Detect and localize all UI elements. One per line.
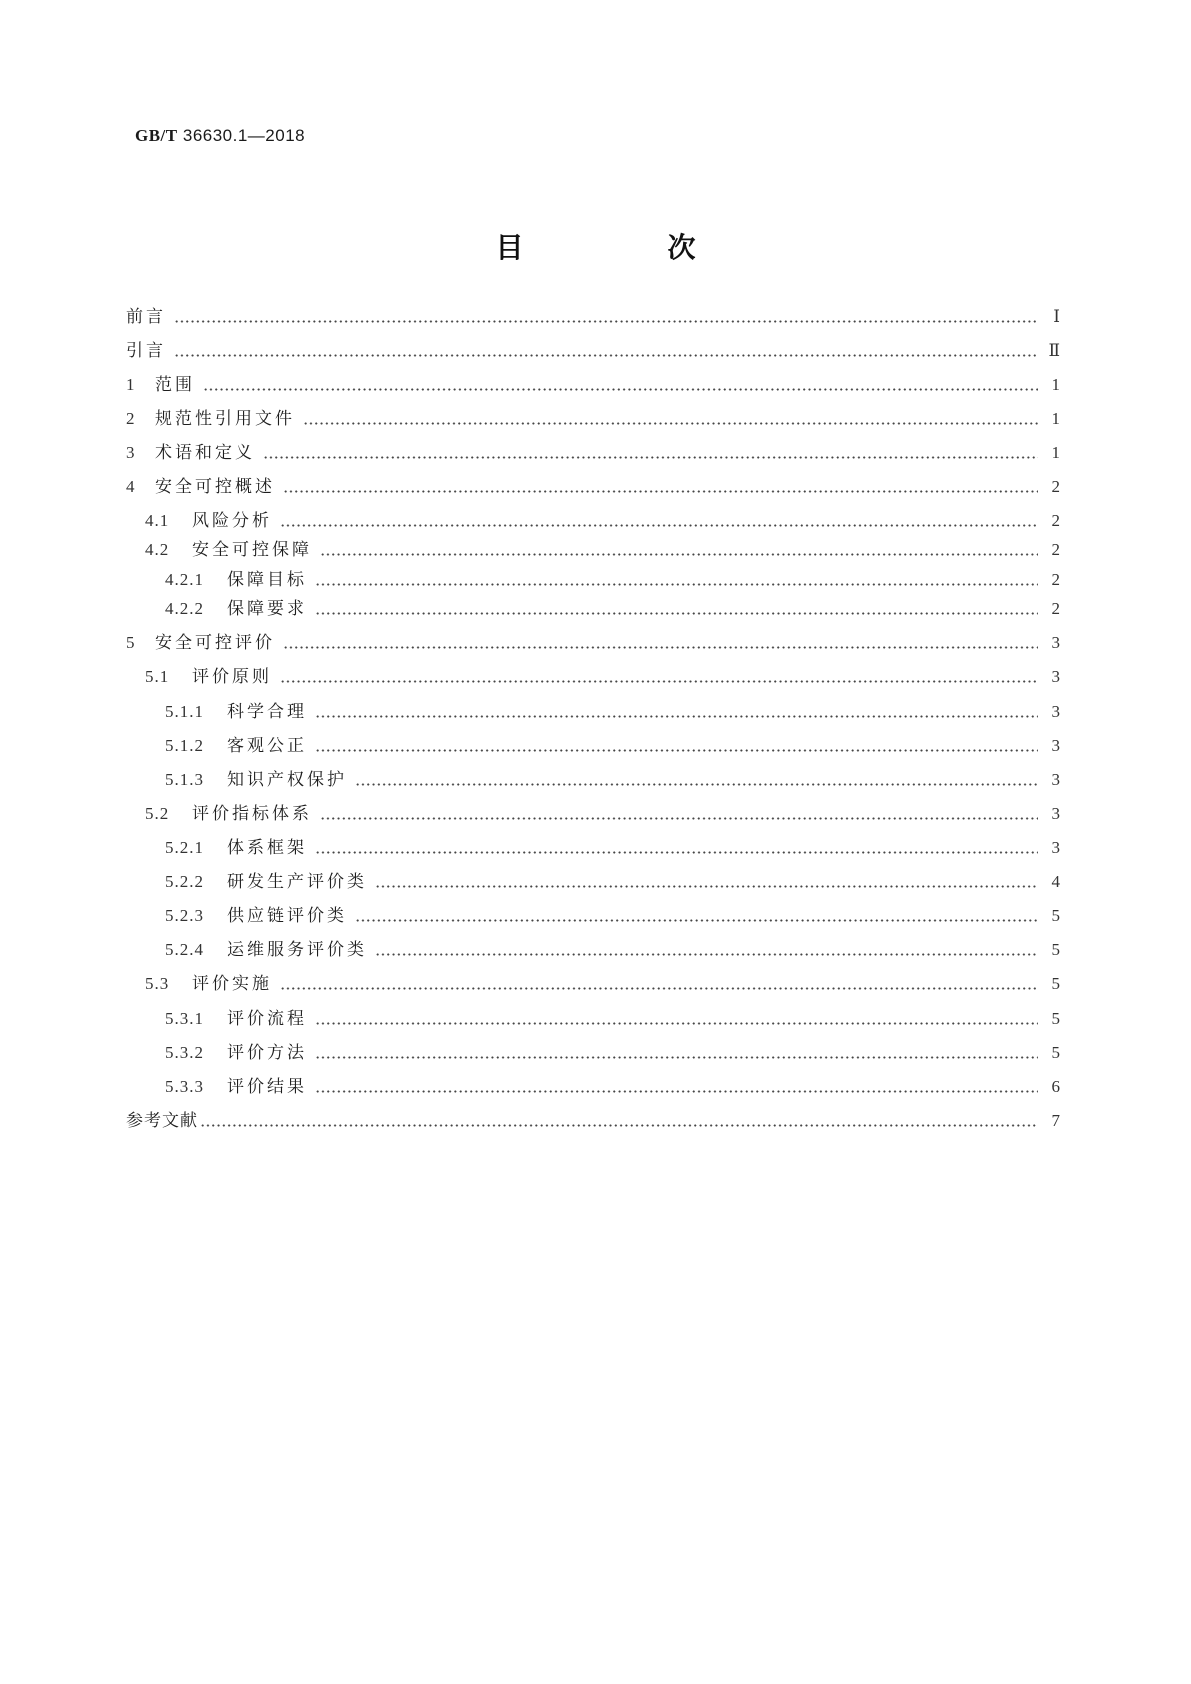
toc-entry-label: 范围 [155,375,195,395]
toc-entry-label: 科学合理 [227,702,307,722]
toc-entry-page: 2 [1051,511,1060,530]
toc-entry-page: 2 [1051,599,1060,618]
toc-entry[interactable] [145,971,1060,997]
toc-entry-page: 2 [1051,570,1060,589]
toc-entry-label: 安全可控评价 [155,633,275,653]
toc-entry-page: Ⅱ [1048,341,1060,360]
toc-entry-label: 客观公正 [227,736,307,756]
toc-entry[interactable] [145,537,1060,563]
standard-number: 36630.1—2018 [182,126,306,145]
toc-dot-leader [315,567,1038,593]
toc-entry-number: 5.2.1 [165,838,204,857]
toc-dot-leader [320,801,1038,827]
toc-entry-number: 5.1 [145,667,170,686]
toc-entry[interactable] [126,630,1060,656]
toc-dot-leader [320,537,1038,563]
toc-entry-page: 3 [1051,736,1060,755]
toc-entry-label: 保障目标 [227,570,307,590]
toc-entry[interactable] [165,1040,1060,1066]
page-title: 目 次 [495,231,754,264]
toc-entry-number: 1 [126,375,136,394]
toc-dot-leader [315,1074,1038,1100]
toc-entry-number: 5.3.2 [165,1043,204,1062]
toc-entry-label: 评价结果 [227,1077,307,1097]
toc-dot-leader [355,767,1038,793]
toc-entry-label: 引言 [126,341,166,361]
toc-entry[interactable] [165,937,1060,963]
toc-entry[interactable] [145,664,1060,690]
toc-entry[interactable] [165,835,1060,861]
toc-entry-number: 4.1 [145,511,170,530]
toc-dot-leader [174,338,1038,364]
toc-dot-leader [280,508,1038,534]
toc-entry-page: 3 [1051,838,1060,857]
toc-entry-page: 1 [1051,443,1060,462]
toc-entry[interactable] [126,1108,1060,1134]
toc-dot-leader [200,1108,1038,1134]
toc-entry-number: 5.2 [145,804,170,823]
toc-entry-number: 5.1.1 [165,702,204,721]
toc-entry-page: Ⅰ [1053,307,1060,326]
toc-entry[interactable] [165,903,1060,929]
toc-entry-number: 4.2.2 [165,599,204,618]
toc-entry-page: 5 [1051,1043,1060,1062]
toc-entry-page: 3 [1051,770,1060,789]
toc-entry-label: 知识产权保护 [227,770,347,790]
toc-entry[interactable] [165,767,1060,793]
toc-entry[interactable] [145,801,1060,827]
toc-entry-number: 5 [126,633,136,652]
toc-entry-label: 安全可控保障 [192,540,312,560]
toc-entry-label: 参考文献 [126,1111,198,1131]
toc-dot-leader [315,1040,1038,1066]
toc-entry[interactable] [126,372,1060,398]
toc-dot-leader [375,869,1038,895]
toc-entry-page: 5 [1051,1009,1060,1028]
toc-entry-number: 4.2.1 [165,570,204,589]
toc-entry-label: 评价流程 [227,1009,307,1029]
toc-entry-page: 2 [1051,477,1060,496]
toc-dot-leader [263,440,1038,466]
toc-entry-label: 规范性引用文件 [155,409,295,429]
toc-entry-number: 5.1.3 [165,770,204,789]
toc-entry-page: 6 [1051,1077,1060,1096]
toc-entry[interactable] [126,440,1060,466]
toc-entry-page: 7 [1051,1111,1060,1130]
toc-entry-number: 2 [126,409,136,428]
toc-entry[interactable] [165,1006,1060,1032]
toc-entry[interactable] [165,1074,1060,1100]
toc-entry-number: 5.2.4 [165,940,204,959]
toc-entry[interactable] [165,869,1060,895]
toc-entry-label: 研发生产评价类 [227,872,367,892]
toc-entry-page: 4 [1051,872,1060,891]
toc-entry-number: 5.3 [145,974,170,993]
toc-entry-page: 5 [1051,906,1060,925]
toc-entry[interactable] [165,699,1060,725]
toc-entry-page: 3 [1051,702,1060,721]
toc-entry[interactable] [165,733,1060,759]
toc-entry-label: 评价指标体系 [192,804,312,824]
toc-entry[interactable] [165,596,1060,622]
toc-entry-page: 3 [1051,667,1060,686]
toc-entry-number: 5.2.2 [165,872,204,891]
toc-entry-label: 评价方法 [227,1043,307,1063]
toc-dot-leader [303,406,1038,432]
toc-dot-leader [355,903,1038,929]
toc-entry-number: 5.1.2 [165,736,204,755]
toc-dot-leader [280,971,1038,997]
toc-entry-label: 保障要求 [227,599,307,619]
toc-dot-leader [315,835,1038,861]
toc-entry-page: 1 [1051,375,1060,394]
toc-entry-label: 评价原则 [192,667,272,687]
toc-dot-leader [283,630,1038,656]
toc-entry-page: 5 [1051,974,1060,993]
toc-entry[interactable] [165,567,1060,593]
toc-dot-leader [283,474,1038,500]
toc-entry-label: 供应链评价类 [227,906,347,926]
toc-entry[interactable] [126,406,1060,432]
toc-entry-page: 5 [1051,940,1060,959]
toc-dot-leader [315,1006,1038,1032]
toc-entry[interactable] [126,474,1060,500]
toc-entry-label: 风险分析 [192,511,272,531]
toc-entry-label: 评价实施 [192,974,272,994]
toc-entry-page: 3 [1051,804,1060,823]
toc-entry-number: 5.2.3 [165,906,204,925]
toc-entry-number: 4 [126,477,136,496]
toc-entry-number: 5.3.3 [165,1077,204,1096]
toc-dot-leader [203,372,1038,398]
toc-entry-label: 运维服务评价类 [227,940,367,960]
toc-entry-number: 4.2 [145,540,170,559]
toc-dot-leader [174,304,1038,330]
toc-dot-leader [315,596,1038,622]
toc-entry-page: 3 [1051,633,1060,652]
toc-dot-leader [315,733,1038,759]
toc-entry-label: 术语和定义 [155,443,255,463]
toc-entry-number: 3 [126,443,136,462]
toc-entry-number: 5.3.1 [165,1009,204,1028]
toc-dot-leader [280,664,1038,690]
toc-dot-leader [375,937,1038,963]
toc-entry[interactable] [145,508,1060,534]
standard-prefix: GB/T [135,126,178,145]
toc-entry-label: 安全可控概述 [155,477,275,497]
toc-entry-label: 前言 [126,307,166,327]
toc-entry-page: 2 [1051,540,1060,559]
toc-entry-page: 1 [1051,409,1060,428]
toc-entry[interactable] [126,338,1060,364]
toc-dot-leader [315,699,1038,725]
toc-entry[interactable] [126,304,1060,330]
toc-entry-label: 体系框架 [227,838,307,858]
